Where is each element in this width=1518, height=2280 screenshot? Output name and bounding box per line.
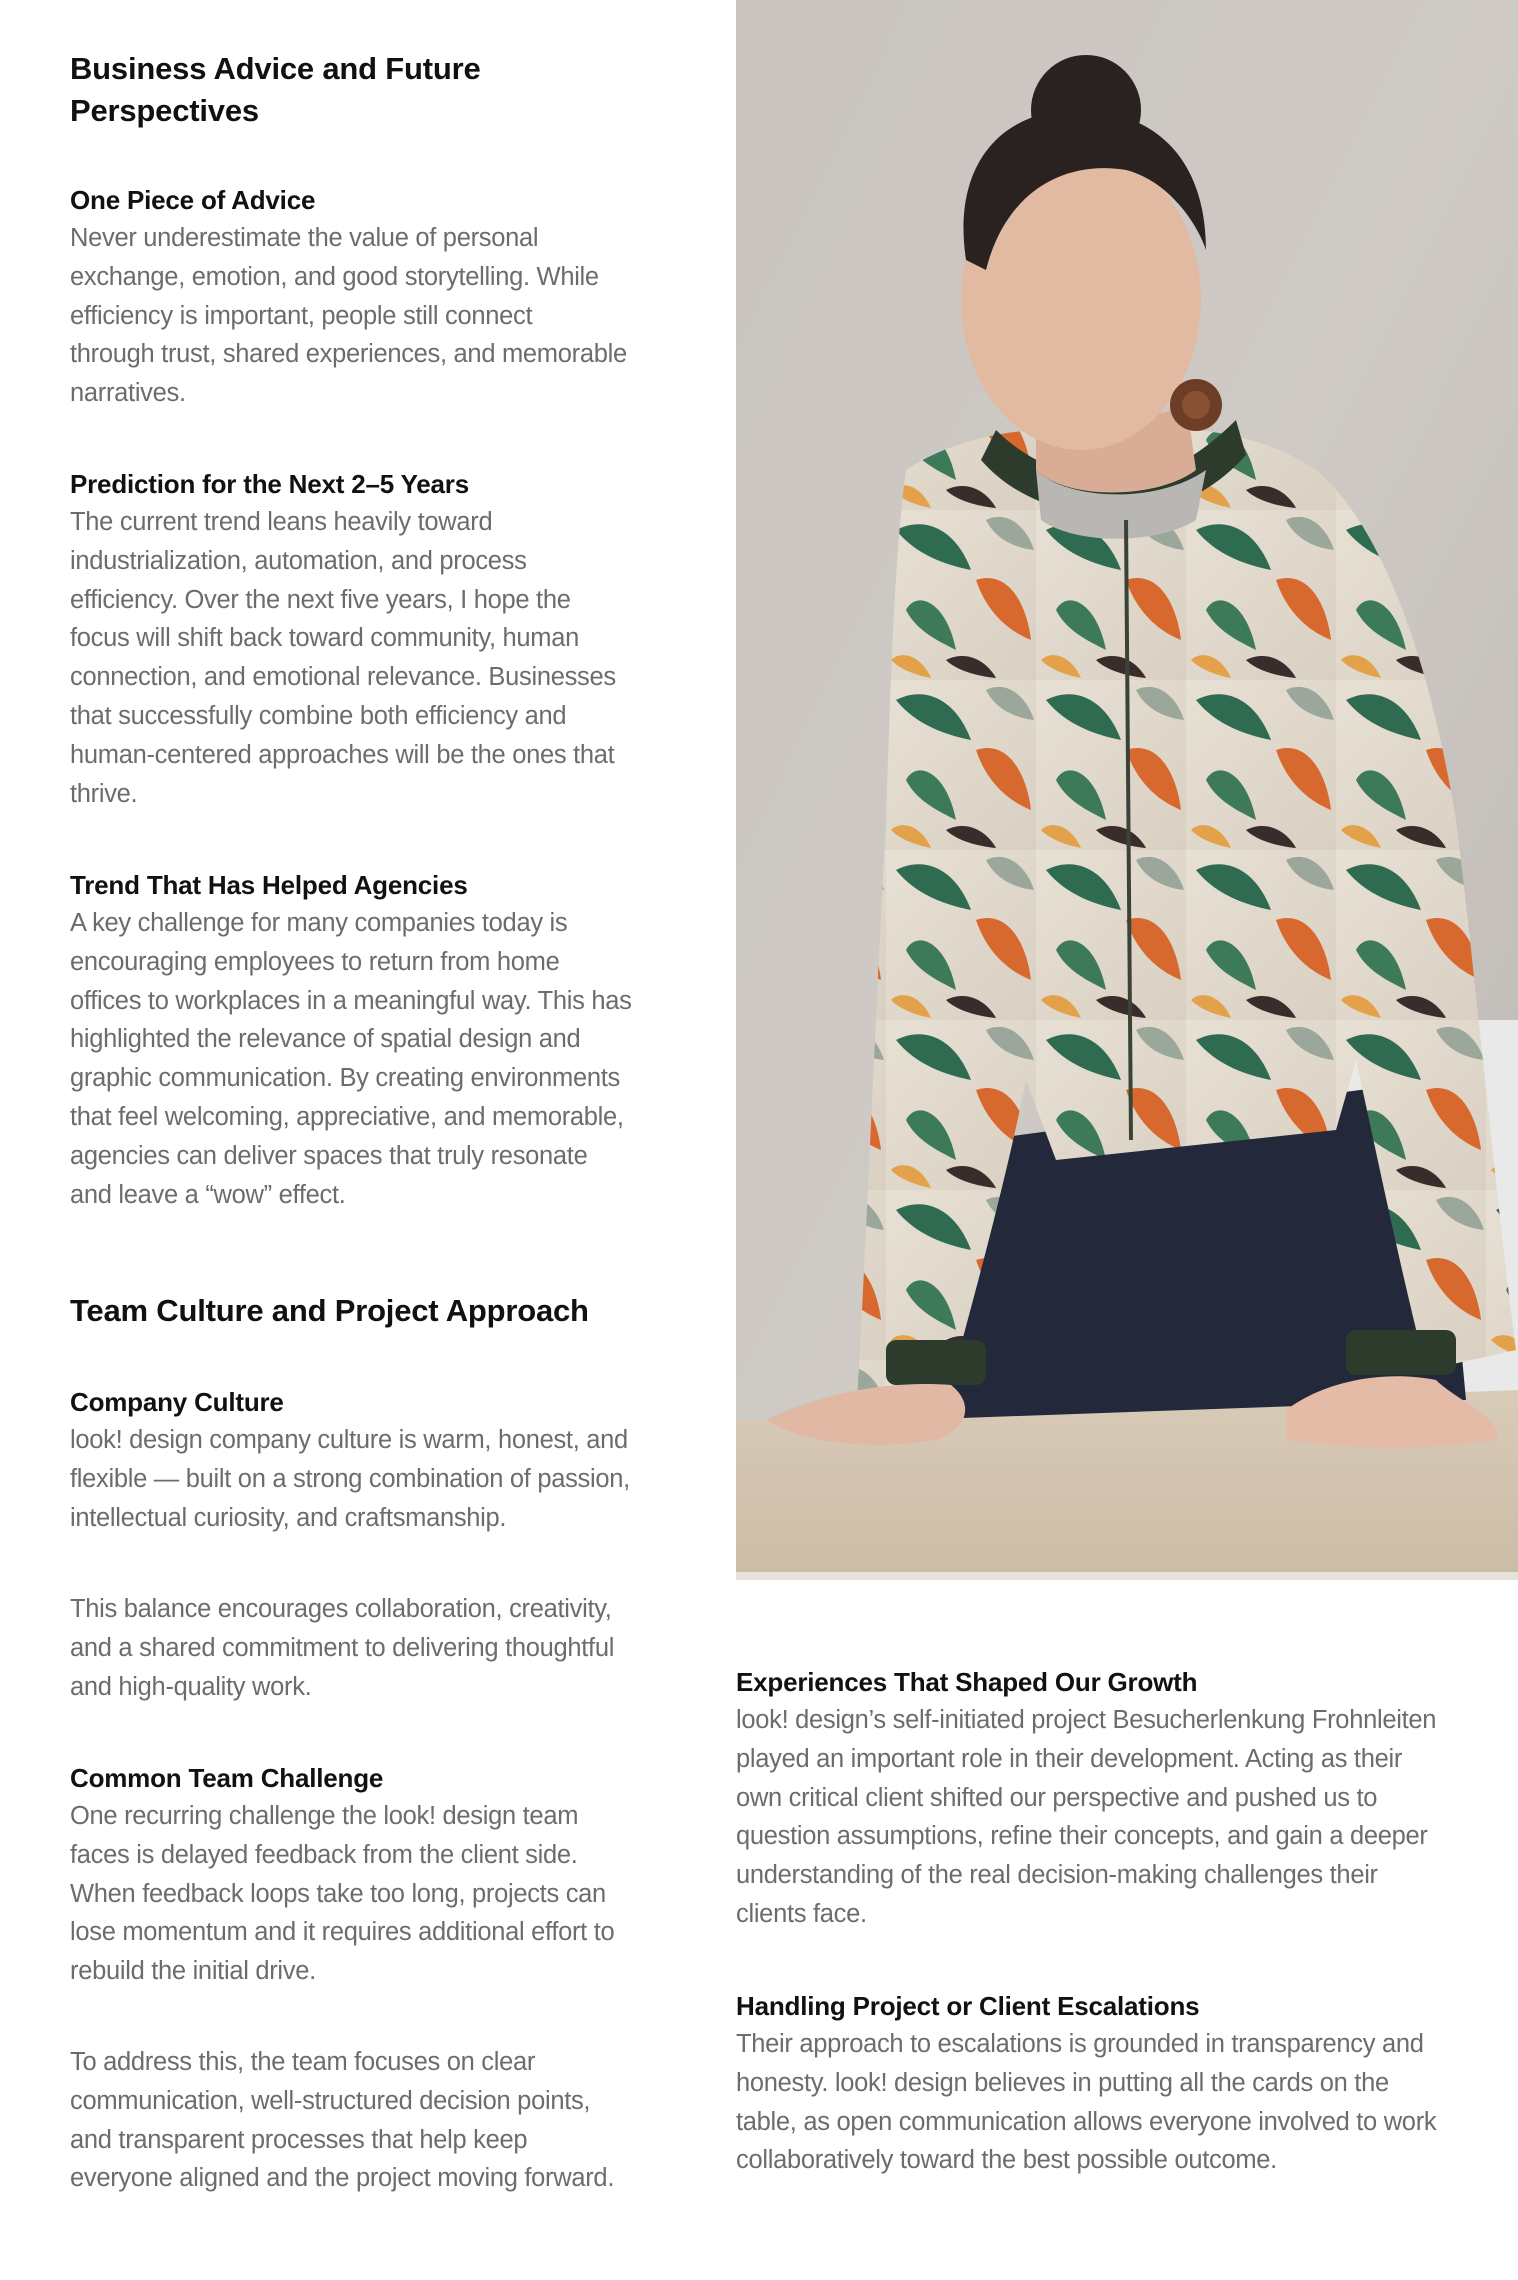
escalations-heading: Handling Project or Client Escalations [736,1991,1200,2021]
challenge-text-2: To address this, the team focuses on clear communication, well-structured decision points, and transparent processes that help keep everyone aligned and the project moving forward. [70,2048,615,2193]
section-title-team-culture: Team Culture and Project Approach [70,1293,589,1328]
advice-block [70,181,710,413]
trend-block [70,866,710,1214]
escalations-text: Their approach to escalations is grounded in transparency and honesty. look! design believes in putting all the cards on the table, as open communication allows everyone involved to work collaboratively toward the best possible outcome. [736,2030,1437,2175]
culture-text: look! design company culture is warm, honest, and flexible — built on a strong combination of passion, intellectual curiosity, and craftsmanship. [70,1426,630,1532]
section-title-line-2: Perspectives [70,93,259,128]
culture-text-2: This balance encourages collaboration, creativity, and a shared commitment to delivering thoughtful and high-quality work. [70,1595,615,1701]
growth-block [736,1663,1496,1934]
section-title-business-advice [70,48,680,132]
culture-heading: Company Culture [70,1387,284,1417]
section-title-line-1: Business Advice and Future [70,51,481,86]
escalations-block [736,1987,1496,2180]
challenge-block [70,1759,710,1991]
trend-heading: Trend That Has Helped Agencies [70,870,468,900]
advice-text: Never underestimate the value of personal exchange, emotion, and good storytelling. While efficiency is important, people still connect through trust, shared experiences, and memorable narratives. [70,224,627,408]
prediction-text: The current trend leans heavily toward industrialization, automation, and process efficiency. Over the next five years, I hope the focus will shift back toward community, human connection, and emotional relevance. Businesses that successfully combine both efficiency and human-centered approaches will be the ones that thrive. [70,508,616,808]
challenge-heading: Common Team Challenge [70,1763,384,1793]
growth-heading: Experiences That Shaped Our Growth [736,1667,1198,1697]
culture-block [70,1383,710,1537]
growth-text: look! design’s self-initiated project Besucherlenkung Frohnleiten played an important role in their development. Acting as their own critical client shifted our perspective and pushed us to question assumptions, refine their concepts, and gain a deeper understanding of the real decision-making challenges their clients face. [736,1706,1437,1928]
challenge-text: One recurring challenge the look! design team faces is delayed feedback from the client side. When feedback loops take too long, projects can lose momentum and it requires additional effort to rebuild the initial drive. [70,1802,615,1986]
portrait-photo [736,0,1518,1580]
prediction-heading: Prediction for the Next 2–5 Years [70,469,469,499]
trend-text: A key challenge for many companies today is encouraging employees to return from home offices to workplaces in a meaningful way. This has highlighted the relevance of spatial design and graphic communication. By creating environments that feel welcoming, appreciative, and memorable, agencies can deliver spaces that truly resonate and leave a “wow” effect. [70,909,632,1209]
prediction-block [70,465,710,813]
advice-heading: One Piece of Advice [70,185,316,215]
